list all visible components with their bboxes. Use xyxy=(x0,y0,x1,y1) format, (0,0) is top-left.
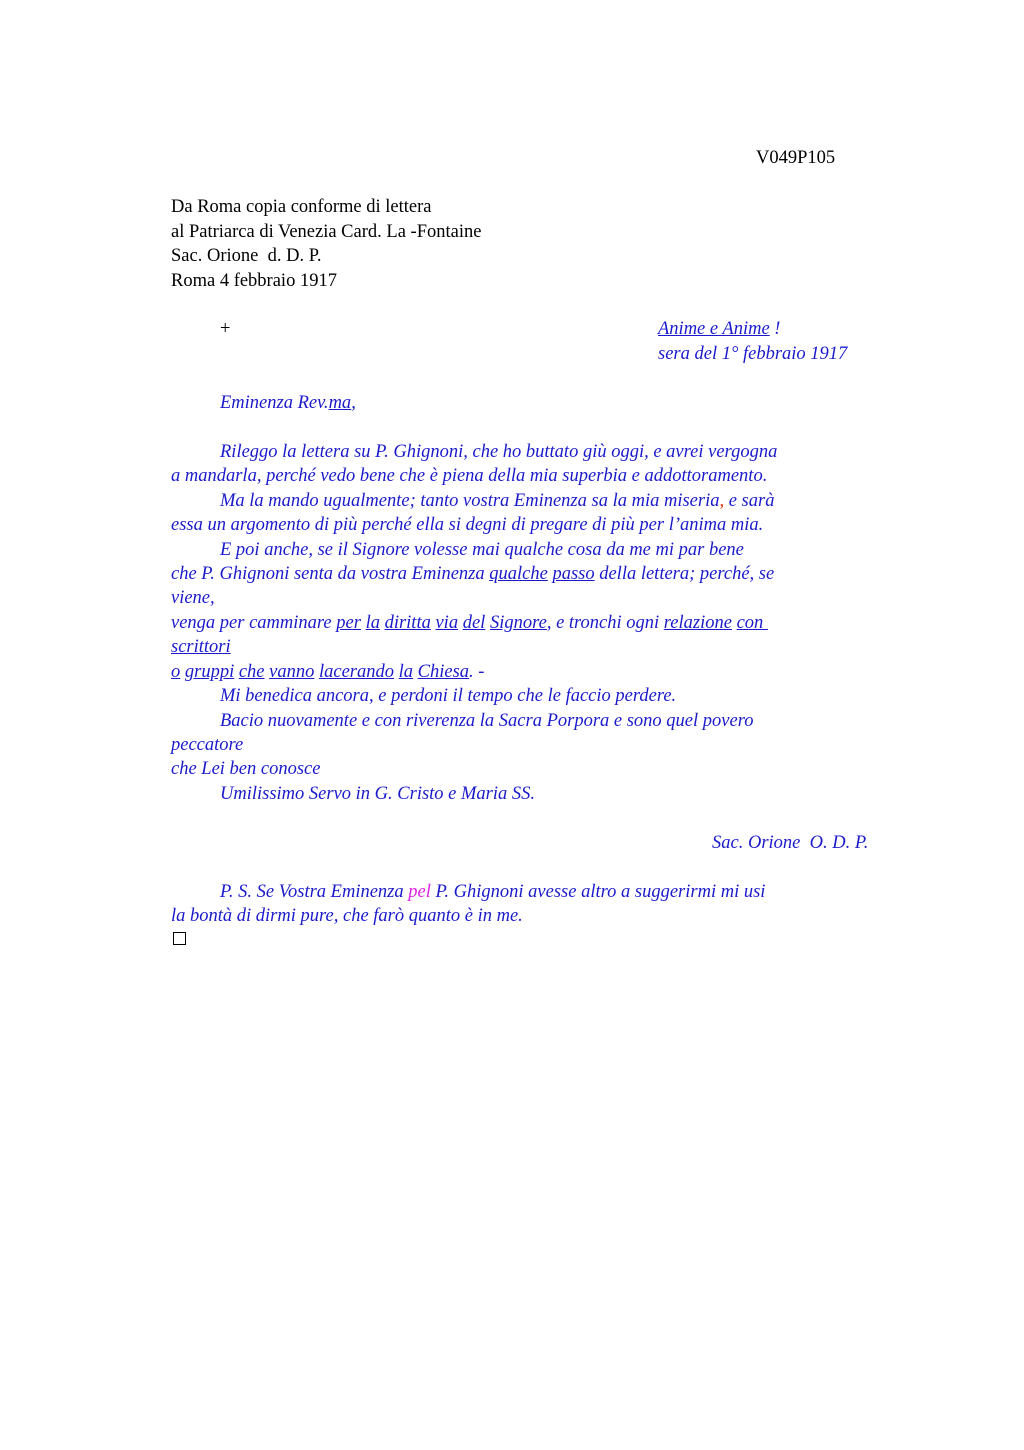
body-line-3-text: Ma la mando ugualmente; tanto vostra Eminenza sa la mia miseria xyxy=(220,491,720,511)
underlined-word: la xyxy=(398,662,414,682)
postscript-line-1 xyxy=(220,881,765,903)
motto-mark: ! xyxy=(769,319,781,339)
cross-mark: + xyxy=(220,319,231,339)
body-line-7: viene, xyxy=(171,588,215,608)
underlined-word: diritta xyxy=(384,613,431,633)
header-line-2: al Patriarca di Venezia Card. La -Fontaine xyxy=(171,222,482,242)
salutation-abbrev: ma xyxy=(328,393,352,413)
highlighted-word: pel xyxy=(408,882,431,902)
postscript-text: P. S. Se Vostra Eminenza xyxy=(220,882,409,902)
salutation xyxy=(220,392,356,414)
body-line-8-mid: , e tronchi ogni xyxy=(546,613,664,633)
body-line-6 xyxy=(171,563,774,585)
body-line-9: scrittori xyxy=(171,637,231,657)
header-line-3: Sac. Orione d. D. P. xyxy=(171,246,322,266)
underlined-word: vanno xyxy=(269,662,315,682)
motto xyxy=(658,318,780,340)
underlined-word: che xyxy=(238,662,265,682)
body-line-3-tail: e sarà xyxy=(724,491,775,511)
underlined-word: la xyxy=(365,613,380,633)
header-line-4: Roma 4 febbraio 1917 xyxy=(171,271,337,291)
body-line-1: Rileggo la lettera su P. Ghignoni, che ho buttato giù oggi, e avrei vergogna xyxy=(220,442,778,462)
motto-text: Anime e Anime xyxy=(658,319,770,339)
salutation-comma: , xyxy=(351,393,356,413)
body-line-3 xyxy=(220,490,774,512)
body-line-6-tail: della lettera; perché, se xyxy=(594,564,775,584)
underlined-word: Chiesa xyxy=(417,662,470,682)
dateline: sera del 1° febbraio 1917 xyxy=(658,344,848,364)
body-line-5: E poi anche, se il Signore volesse mai qualche cosa da me mi par bene xyxy=(220,540,744,560)
correction-comma: , xyxy=(719,491,725,511)
body-line-13: peccatore xyxy=(171,735,244,755)
postscript-tail: P. Ghignoni avesse altro a suggerirmi mi usi xyxy=(430,882,766,902)
end-box xyxy=(173,932,186,945)
body-line-11: Mi benedica ancora, e perdoni il tempo che le faccio perdere. xyxy=(220,686,677,706)
body-line-8-text: venga per camminare xyxy=(171,613,337,633)
document-code: V049P105 xyxy=(756,148,836,168)
underlined-word: gruppi xyxy=(184,662,235,682)
body-line-14: che Lei ben conosce xyxy=(171,759,321,779)
underlined-word: relazione xyxy=(663,613,732,633)
underlined-word: con xyxy=(736,613,768,633)
body-line-6-text: che P. Ghignoni senta da vostra Eminenza xyxy=(171,564,490,584)
underlined-word: via xyxy=(435,613,459,633)
underlined-word: Signore xyxy=(489,613,547,633)
underlined-word: qualche xyxy=(489,564,548,584)
postscript-line-2: la bontà di dirmi pure, che farò quanto è in me. xyxy=(171,906,523,926)
closing-line: Umilissimo Servo in G. Cristo e Maria SS. xyxy=(220,784,536,804)
signature: Sac. Orione O. D. P. xyxy=(712,833,869,853)
salutation-text: Eminenza Rev. xyxy=(220,393,329,413)
underlined-word: per xyxy=(336,613,361,633)
body-line-10 xyxy=(171,661,484,683)
underlined-word: lacerando xyxy=(319,662,395,682)
underlined-word: del xyxy=(462,613,486,633)
body-line-12: Bacio nuovamente e con riverenza la Sacra Porpora e sono quel povero xyxy=(220,711,754,731)
underlined-word: o xyxy=(171,662,181,682)
body-line-10-tail: . - xyxy=(469,662,485,682)
body-line-2: a mandarla, perché vedo bene che è piena della mia superbia e addottoramento. xyxy=(171,466,768,486)
underlined-word: passo xyxy=(552,564,595,584)
body-line-4: essa un argomento di più perché ella si degni di pregare di più per l’anima mia. xyxy=(171,515,764,535)
header-line-1: Da Roma copia conforme di lettera xyxy=(171,197,432,217)
body-line-8 xyxy=(171,612,768,634)
